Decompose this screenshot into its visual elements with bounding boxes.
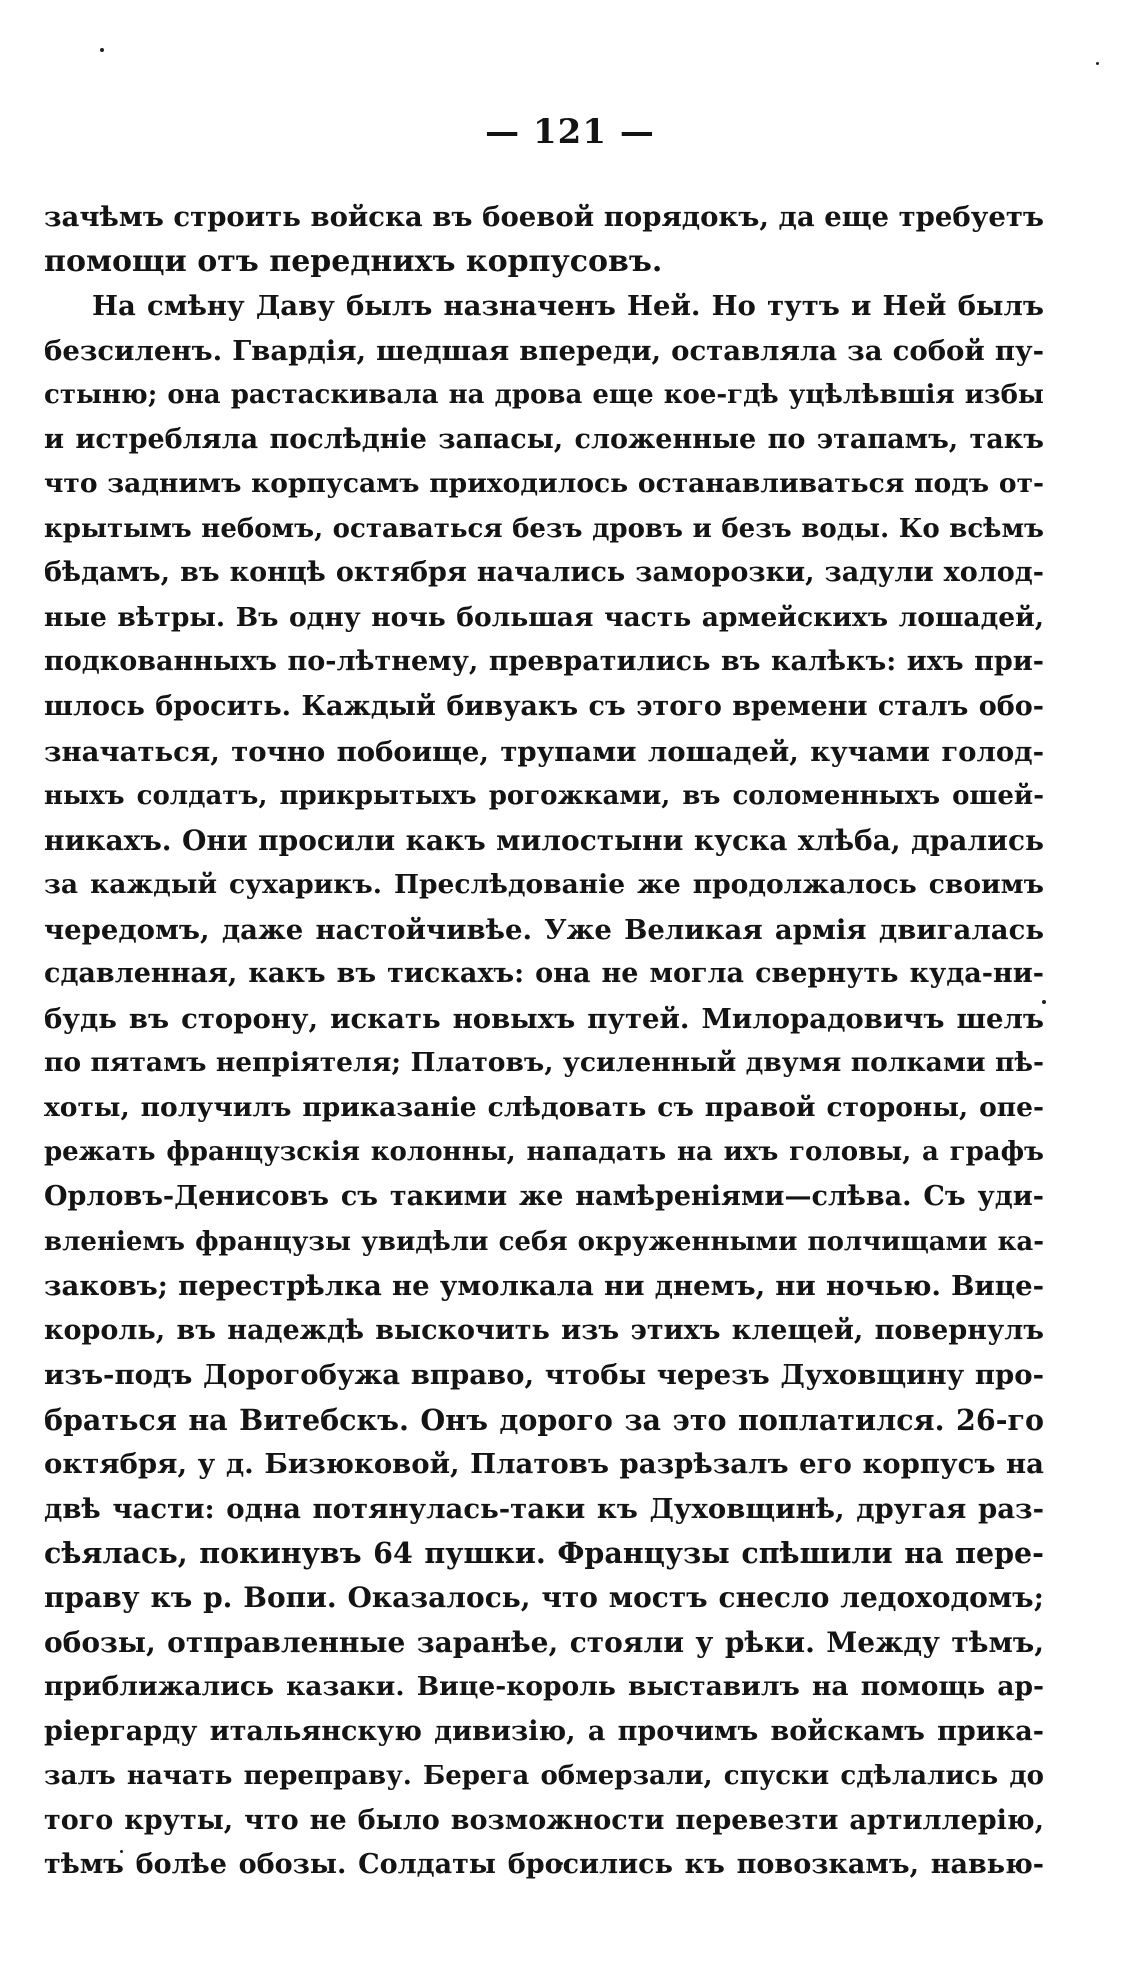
text-line: тѣмъ болѣе обозы. Солдаты бросились къ повозкамъ, навью- [44, 1849, 1044, 1881]
text-line: изъ-подъ Дорогобужа вправо, чтобы черезъ Духовщину про- [44, 1359, 1044, 1392]
text-line: ныхъ солдатъ, прикрытыхъ рогожками, въ соломенныхъ ошей- [44, 781, 1044, 812]
text-line: обозы, отправленные заранѣе, стояли у рѣки. Между тѣмъ, [44, 1625, 1044, 1659]
text-line: стыню; она растаскивала на дрова еще кое-гдѣ уцѣлѣвшія избы [44, 380, 1044, 411]
text-line: режать французскія колонны, нападать на ихъ головы, а графъ [44, 1137, 1044, 1168]
text-line: за каждый сухарикъ. Преслѣдованіе же продолжалось своимъ [44, 869, 1044, 901]
text-line: будь въ сторону, искать новыхъ путей. Милорадовичъ шелъ [44, 1002, 1044, 1035]
text-line: приближались казаки. Вице-король выставилъ на помощь ар- [44, 1671, 1044, 1703]
text-line: чередомъ, даже настойчивѣе. Уже Великая армія двигалась [44, 913, 1044, 946]
text-line: и истребляла послѣдніе запасы, сложенные по этапамъ, такъ [44, 423, 1044, 455]
page-number: — 121 — [485, 112, 655, 152]
text-line: по пятамъ непріятеля; Платовъ, усиленный двумя полками пѣ- [44, 1047, 1044, 1079]
ink-speck [100, 48, 104, 52]
body-text [44, 195, 1044, 1888]
text-line: бѣдамъ, въ концѣ октября начались заморозки, задули холод- [44, 557, 1044, 589]
text-line: подкованныхъ по-лѣтнему, превратились въ калѣкъ: ихъ при- [44, 646, 1044, 678]
text-line: крытымъ небомъ, оставаться безъ дровъ и безъ воды. Ко всѣмъ [44, 513, 1044, 544]
text-line: значаться, точно побоище, трупами лошадей, кучами голод- [44, 735, 1044, 768]
text-line: залъ начать переправу. Берега обмерзали, спуски сдѣлались до [44, 1761, 1044, 1792]
text-line: сѣялась, покинувъ 64 пушки. Французы спѣшили на пере- [44, 1536, 1044, 1571]
text-line: ные вѣтры. Въ одну ночь большая часть армейскихъ лошадей, [44, 601, 1044, 633]
text-line: браться на Витебскъ. Онъ дорого за это поплатился. 26-го [44, 1402, 1044, 1437]
ink-speck [1096, 62, 1099, 65]
text-line: октября, у д. Бизюковой, Платовъ разрѣзалъ его корпусъ на [44, 1448, 1044, 1481]
text-line: того круты, что не было возможности перевезти артиллерію, [44, 1804, 1044, 1836]
text-line: ріергарду итальянскую дивизію, а прочимъ войскамъ прика- [44, 1715, 1044, 1747]
text-line: заковъ; перестрѣлка не умолкала ни днемъ, ни ночью. Вице- [44, 1270, 1044, 1303]
text-line: зачѣмъ строить войска въ боевой порядокъ, да еще требуетъ [44, 201, 1044, 233]
text-line: сдавленная, какъ въ тискахъ: она не могла свернуть куда-ни- [44, 958, 1044, 990]
text-line: что заднимъ корпусамъ приходилось останавливаться подъ от- [44, 468, 1044, 500]
text-line: праву къ р. Вопи. Оказалось, что мостъ снесло ледоходомъ; [44, 1580, 1044, 1614]
text-line: На смѣну Даву былъ назначенъ Ней. Но тутъ и Ней былъ [92, 290, 1044, 323]
text-line: хоты, получилъ приказаніе слѣдовать съ правой стороны, опе- [44, 1091, 1044, 1123]
text-line: никахъ. Они просили какъ милостыни куска хлѣба, дрались [44, 823, 1044, 857]
text-line: безсиленъ. Гвардія, шедшая впереди, оставляла за собой пу- [44, 334, 1044, 367]
text-line: вленіемъ французы увидѣли себя окруженными полчищами ка- [44, 1226, 1044, 1257]
text-line: двѣ части: одна потянулась-таки къ Духовщинѣ, другая раз- [44, 1492, 1044, 1525]
text-line: шлось бросить. Каждый бивуакъ съ этого времени сталъ обо- [44, 691, 1044, 723]
text-line: король, въ надеждѣ выскочить изъ этихъ клещей, повернулъ [44, 1314, 1044, 1346]
text-line: Орловъ-Денисовъ съ такими же намѣреніями—слѣва. Съ уди- [44, 1181, 1044, 1213]
text-line: помощи отъ переднихъ корпусовъ. [44, 243, 663, 279]
